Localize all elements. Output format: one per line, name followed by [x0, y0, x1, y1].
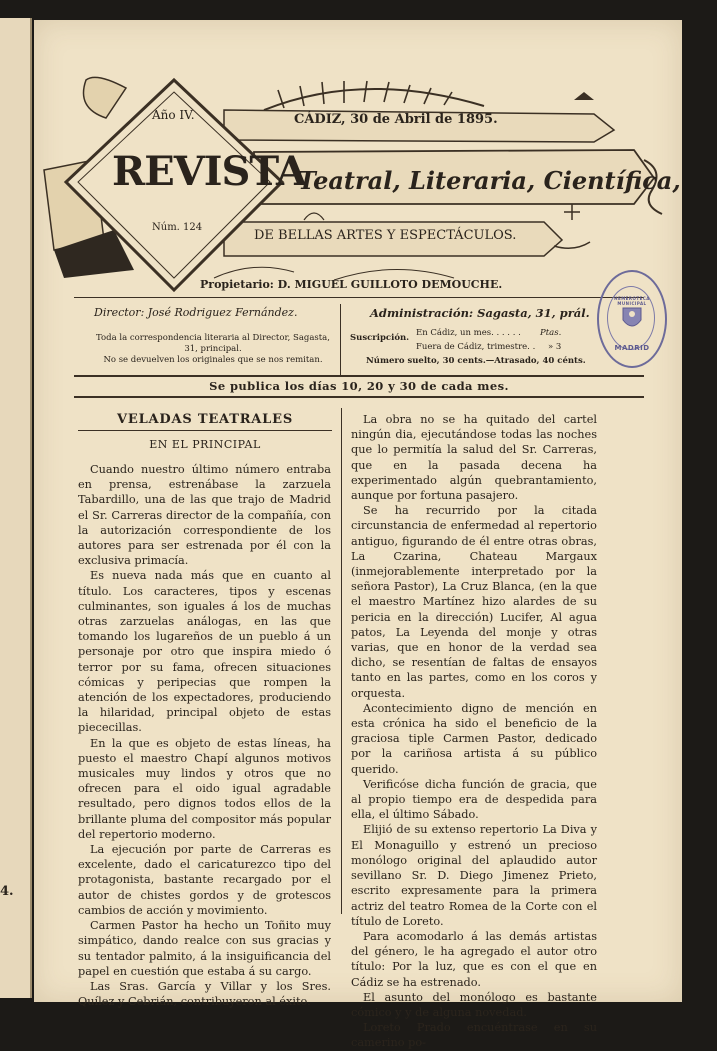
library-stamp — [597, 270, 667, 368]
publication-note: Se publica los días 10, 20 y 30 de cada mes. — [209, 379, 509, 393]
masthead-subtitle-arts: DE BELLAS ARTES Y ESPECTÁCULOS. — [254, 228, 517, 243]
issue-number: Núm. 124 — [152, 222, 203, 233]
administration-line: Administración: Sagasta, 31, prál. — [370, 306, 590, 320]
article-subheading: EN EL PRINCIPAL — [149, 438, 261, 451]
masthead-subtitle: Teatral, Literaria, Científica, — [298, 166, 681, 195]
subscription-outside-price: » 3 — [548, 342, 562, 352]
right-paragraph: Verificóse dicha función de gracia, que al propio tiempo era de despedida para ella, el último Sábado. — [351, 777, 597, 822]
right-paragraph: La obra no se ha quitado del cartel ningún dia, ejecutándose todas las noches que lo permitía la salud del Sr. Carreras, que en la pasada decena ha experimentado algún quebrantamiento, aunque por fortuna pasajero. — [351, 413, 597, 503]
right-paragraph: El asunto del monólogo es bastante cómico y y de alguna novedad. — [351, 990, 597, 1019]
subscription-label: Suscripción. — [350, 333, 410, 343]
correspondence-note — [88, 333, 338, 366]
masthead-title: REVISTA — [112, 148, 306, 195]
subscription-cadiz: En Cádiz, un mes. . . . . . — [416, 328, 521, 338]
owner-line: Propietario: D. MIGUEL GUILLOTO DEMOUCHE. — [200, 278, 503, 291]
column-divider — [341, 408, 342, 914]
left-paragraph: Cuando nuestro último número entraba en prensa, estrenábase la zarzuela Tabardillo, una de las que trajo de Madrid el Sr. Carreras director de la compañía, con la autorización correspondiente de los autores para ser estrenada por él con la exclusiva primacía. — [78, 463, 331, 568]
left-paragraph: Carmen Pastor ha hecho un Toñito muy simpático, dando realce con sus gracias y su tentador palmito, á la insiguificancia del papel en cuestión que estaba á su cargo. — [78, 919, 331, 978]
publication-top-rule — [74, 375, 644, 377]
article-right-column — [351, 412, 597, 1051]
director-line: Director: José Rodriguez Fernández. — [94, 306, 298, 319]
stamp-text-top: HEMEROTECA MUNICIPAL — [614, 296, 650, 306]
masthead-divider — [74, 297, 644, 298]
left-paragraph: Las Sras. García y Villar y los Sres. Quílez y Cebrián, contribuyeron al éxito. — [78, 979, 331, 1009]
stamp-text-bottom: MADRID — [614, 344, 650, 352]
previous-page-mark: 4. — [0, 884, 14, 899]
no-return-text: No se devuelven los originales que se nos remitan. — [103, 355, 323, 365]
newspaper-page — [34, 20, 682, 1050]
info-column-divider — [340, 304, 341, 376]
right-paragraph: Elijió de su extenso repertorio La Diva y El Monaguillo y estrenó un precioso monólogo original del aplaudido autor sevillano Sr. D. Diego Jimenez Prieto, escrito expresamente para la primera actriz del teatro Romea de la Corte con el título de Loreto. — [351, 823, 597, 928]
left-paragraph: En la que es objeto de estas líneas, ha puesto el maestro Chapí algunos motivos musicales muy lindos y otros que no ofrecen para el oido igual agradable resultado, pero dignos todos ellos de la brillante pluma del compositor más popular del repertorio moderno. — [78, 736, 331, 841]
year-label: Año IV. — [152, 108, 195, 122]
crest-icon — [619, 304, 645, 332]
article-heading: VELADAS TEATRALES — [116, 412, 294, 427]
subscription-outside: Fuera de Cádiz, trimestre. . — [416, 342, 536, 352]
single-issue-price: Número suelto, 30 cents.—Atrasado, 40 cénts. — [366, 356, 586, 366]
subscription-cadiz-price: Ptas. — [540, 328, 562, 338]
heading-rule — [78, 430, 332, 431]
left-paragraph: La ejecución por parte de Carreras es excelente, dado el caricaturezco tipo del protagonista, bastante recargado por el autor de chistes gordos y de grotescos cambios de acción y movimiento. — [78, 843, 331, 917]
publication-bottom-rule — [74, 396, 644, 398]
right-paragraph: Se ha recurrido por la citada circunstancia de enfermedad al repertorio antiguo, figurando de él entre otras obras, La Czarina, Chateau Margaux (inmejorablemente interpretado por la señora Pastor), La Cruz Blanca, (en la que el maestro Martínez hizo alardes de su pericia en la dirección) Lucifer, Al agua patos, La Leyenda del monje y otras varias, que en honor de la verdad sea dicho, se resentían de faltas de ensayos tanto en las partes, como en los coros y orquesta. — [351, 504, 597, 700]
correspondence-text: Toda la correspondencia literaria al Director, Sagasta, 31, principal. — [96, 333, 330, 354]
right-paragraph: Acontecimiento digno de mención en esta crónica ha sido el beneficio de la graciosa tiple Carmen Pastor, dedicado por la cariñosa artista á su público querido. — [351, 701, 597, 776]
previous-page-edge — [0, 18, 32, 998]
left-paragraph: Es nueva nada más que en cuanto al título. Los caracteres, tipos y escenas culminantes, son iguales á los de muchas otras zarzuelas análogas, en las que tomando los lugareños de un pueblo á un personaje por otro que inspira miedo ó terror por su fama, ofrecen situaciones cómicas y peripecias que rompen la atención de los expectadores, produciendo la hilaridad, principal objeto de estas piececillas. — [78, 569, 331, 735]
date-line: CÁDIZ, 30 de Abril de 1895. — [294, 112, 498, 127]
article-left-column — [78, 462, 331, 1009]
right-paragraph: Para acomodarlo á las demás artistas del género, le ha agregado el autor otro título: Por la luz, que es con el que en Cádiz se ha estrenado. — [351, 929, 597, 989]
right-paragraph: Loreto Prado encuéntrase en su camerino po- — [351, 1021, 597, 1050]
